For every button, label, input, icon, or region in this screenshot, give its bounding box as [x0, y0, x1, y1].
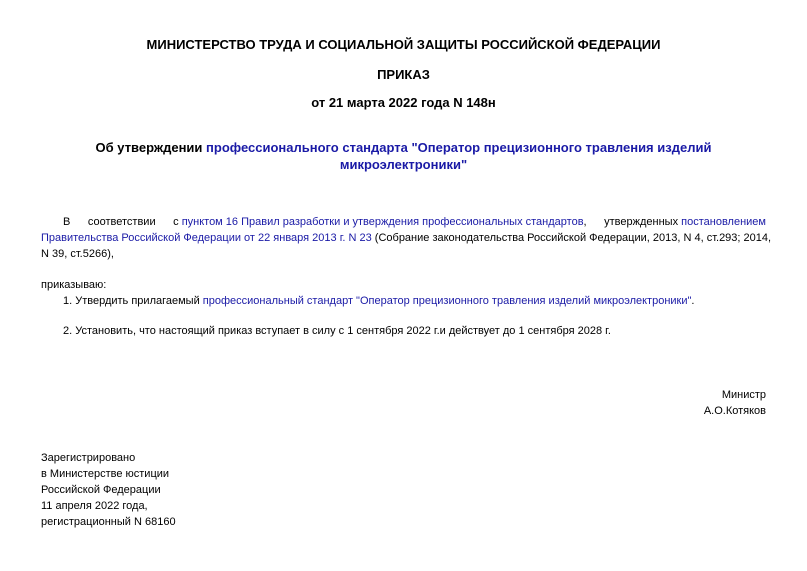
preamble-rules-fragment	[173, 214, 586, 230]
doc-date-number: от 21 марта 2022 года N 148н	[311, 95, 496, 110]
registration-line-3: Российской Федерации	[41, 484, 161, 496]
item-1-suffix: .	[691, 295, 695, 307]
preamble-comma: ,	[583, 216, 587, 228]
title-line-2	[60, 156, 747, 173]
title-prefix: Об утверждении	[95, 140, 207, 155]
title-line-1	[60, 139, 747, 156]
order-word: приказываю:	[41, 279, 107, 291]
preamble-paragraph	[41, 214, 772, 262]
standard-link[interactable]: профессиональный стандарт "Оператор прецизионного травления изделий микроэлектроники"	[202, 295, 692, 307]
registration-line-5: регистрационный N 68160	[41, 516, 176, 528]
title-standard-link[interactable]: профессионального стандарта "Оператор прецизионного травления изделий	[206, 140, 712, 155]
item-2: 2. Установить, что настоящий приказ вступает в силу с 1 сентября 2022 г.и действует до 1 сентября 2028 г.	[63, 325, 611, 337]
preamble-line-3: N 39, ст.5266),	[41, 248, 114, 260]
decree-link[interactable]: постановлением	[681, 216, 766, 228]
decree-link-cont[interactable]: Правительства Российской Федерации от 22 января 2013 г. N 23	[41, 232, 372, 244]
document-title	[60, 139, 747, 173]
item-1-prefix: 1. Утвердить прилагаемый	[63, 295, 203, 307]
preamble-line-2	[41, 230, 772, 246]
preamble-word-1: В	[63, 216, 71, 228]
preamble-word-3: с	[173, 216, 179, 228]
signature-block	[704, 387, 766, 419]
registration-line-2: в Министерстве юстиции	[41, 468, 170, 480]
registration-line-4: 11 апреля 2022 года,	[41, 500, 148, 512]
title-standard-link-cont[interactable]: микроэлектроники"	[339, 157, 468, 172]
preamble-word-4: утвержденных	[604, 216, 679, 228]
preamble-decree-fragment	[604, 214, 766, 230]
preamble-source: (Собрание законодательства Российской Федерации, 2013, N 4, ст.293; 2014,	[371, 232, 772, 244]
registration-line-1: Зарегистрировано	[41, 452, 136, 464]
registration-block	[41, 450, 176, 530]
signer-position: Министр	[721, 389, 766, 401]
doc-type-heading: ПРИКАЗ	[377, 67, 430, 82]
signer-name: А.О.Котяков	[703, 405, 766, 417]
item-1	[63, 293, 694, 309]
preamble-word-2: соответствии	[87, 216, 156, 228]
rules-link[interactable]: пунктом 16 Правил разработки и утверждения профессиональных стандартов	[181, 216, 584, 228]
preamble-line-1	[41, 214, 766, 230]
ministry-heading: МИНИСТЕРСТВО ТРУДА И СОЦИАЛЬНОЙ ЗАЩИТЫ РОССИЙСКОЙ ФЕДЕРАЦИИ	[146, 37, 661, 52]
